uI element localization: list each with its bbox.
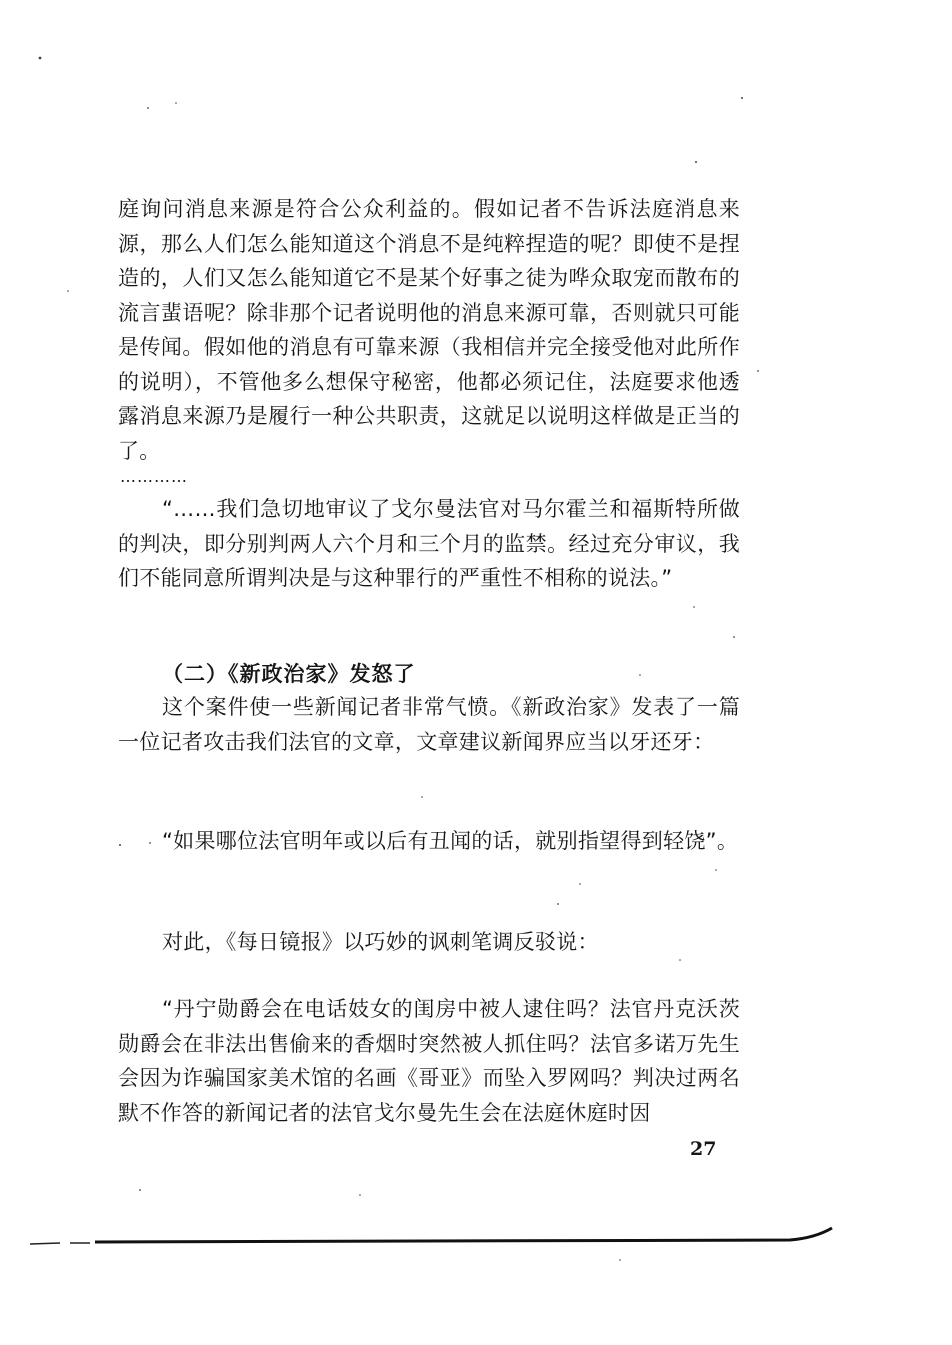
body-paragraph-3: 对此，《每日镜报》以巧妙的讽刺笔调反驳说： — [162, 930, 599, 954]
body-paragraph-2: 这个案件使一些新闻记者非常气愤。《新政治家》发表了一篇一位记者攻击我们法官的文章，文章建议新闻界应当以牙还牙： — [118, 695, 740, 754]
block-quote-1: “……我们急切地审议了戈尔曼法官对马尔霍兰和福斯特所做的判决，即分别判两人六个月和三个月的监禁。经过充分审议，我们不能同意所谓判决是与这种罪行的严重性不相称的说法。” — [118, 497, 740, 590]
block-quote-3: “丹宁勋爵会在电话妓女的闺房中被人逮住吗？法官丹克沃茨勋爵会在非法出售偷来的香烟时突然被人抓住吗？法官多诺万先生会因为诈骗国家美术馆的名画《哥亚》而坠入罗网吗？判决过两名默不作答的新闻记者的法官戈尔曼先生会在法庭休庭时因 — [118, 997, 740, 1125]
block-quote-2: “如果哪位法官明年或以后有丑闻的话，就别指望得到轻饶”。 — [162, 829, 739, 853]
omission-ellipsis: ………… — [120, 467, 188, 486]
body-paragraph-1: 庭询问消息来源是符合公众利益的。假如记者不告诉法庭消息来源，那么人们怎么能知道这个消息不是纯粹捏造的呢？即使不是捏造的，人们又怎么能知道它不是某个好事之徒为哗众取宠而散布的流言蜚语呢？除非那个记者说明他的消息来源可靠，否则就只可能是传闻。假如他的消息有可靠来源（我相信并完全接受他对此所作的说明），不管他多么想保守秘密，他都必须记住，法庭要求他透露消息来源乃是履行一种公共职责，这就足以说明这样做是正当的了。 — [118, 197, 740, 463]
page-number: 27 — [690, 1138, 717, 1160]
section-heading: （二）《新政治家》发怒了 — [162, 662, 416, 686]
